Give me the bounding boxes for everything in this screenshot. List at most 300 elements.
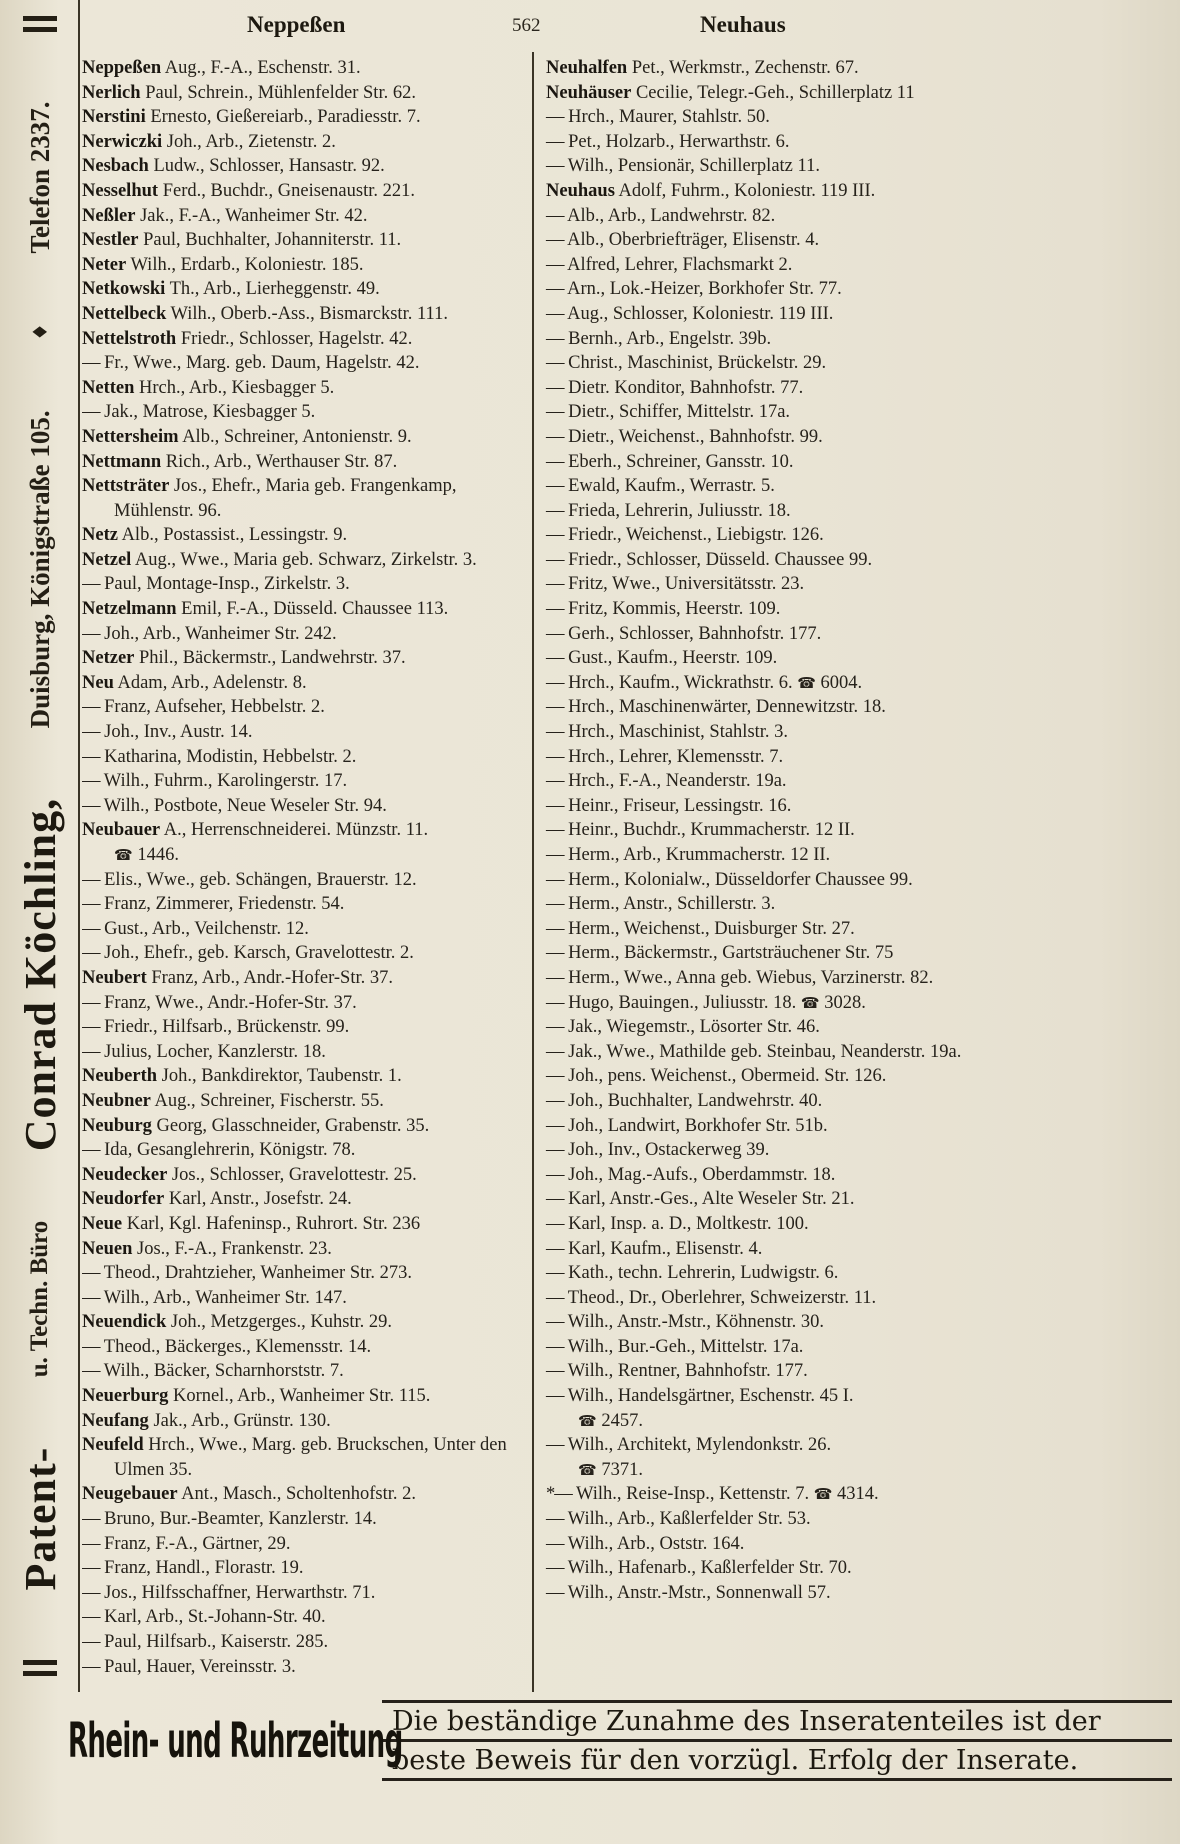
entry-detail: Aug., Schlosser, Koloniestr. 119 III. [567,303,834,324]
entry-detail: Ludw., Schlosser, Hansastr. 92. [153,156,385,177]
directory-entry [82,154,526,179]
ad-company-name: Conrad Köchling, [15,797,65,1152]
entry-detail: Ferd., Buchdr., Gneisenaustr. 221. [162,180,415,201]
entry-detail: Wilh., Postbote, Neue Weseler Str. 94. [103,795,387,816]
continuation-dash: — [82,1632,100,1652]
directory-entry [546,1114,1176,1139]
directory-entry [82,941,526,966]
entry-phone: ☎ 3028. [800,992,866,1013]
directory-entry [546,425,1176,450]
directory-entry [82,646,526,671]
directory-entry [546,499,1176,524]
entry-surname: Neßler [82,205,136,226]
continuation-dash: — [546,500,564,521]
continuation-dash: — [546,279,564,300]
entry-detail: Rich., Arb., Werthauser Str. 87. [165,451,398,472]
entry-detail: Paul, Hauer, Vereinsstr. 3. [104,1656,296,1677]
entry-detail: Jos., Ehefr., Maria geb. Frangenkamp, Mühlenstr. 96. [114,476,457,521]
entry-detail: Wilh., Architekt, Mylendonkstr. 26. [567,1435,832,1456]
continuation-dash: — [546,426,564,447]
directory-entry [546,105,1176,130]
entry-detail: Wilh., Bäcker, Scharnhorststr. 7. [103,1361,344,1382]
continuation-dash: — [82,402,100,423]
entry-surname: Neufang [82,1410,149,1431]
directory-entry [82,1335,526,1360]
directory-entry [546,745,1176,770]
continuation-dash: — [546,623,564,644]
entry-detail: Adolf, Fuhrm., Koloniestr. 119 III. [618,180,876,201]
footer-banner [68,1700,1172,1781]
directory-entry [546,1187,1176,1212]
entry-detail: Hrch., Wwe., Marg. geb. Bruckschen, Unter den Ulmen 35. [114,1435,507,1480]
entry-detail: Alb., Postassist., Lessingstr. 9. [121,525,348,546]
directory-entry [82,917,526,942]
entry-detail: Jos., Schlosser, Gravelottestr. 25. [171,1164,417,1185]
column-header-left: Neppeßen [247,12,346,37]
entry-detail: Joh., Landwirt, Borkhofer Str. 51b. [568,1115,828,1136]
entry-detail: Joh., Mag.-Aufs., Oberdammstr. 18. [568,1164,836,1185]
directory-entry [546,1237,1176,1262]
entry-surname: Netzer [82,648,135,669]
directory-entry [546,695,1176,720]
directory-entry [82,81,526,106]
entry-detail: Herm., Anstr., Schillerstr. 3. [568,894,776,915]
double-rule-ornament [23,1660,57,1676]
directory-entry [82,1482,526,1507]
entry-detail: Alb., Arb., Landwehrstr. 82. [567,205,776,226]
directory-entry [82,1409,526,1434]
telephone-icon: ☎ [800,993,820,1012]
directory-entry [546,1507,1176,1532]
entry-detail: Pet., Werkmstr., Zechenstr. 67. [631,58,859,78]
entry-detail: Herm., Wwe., Anna geb. Wiebus, Varzinerstr. 82. [568,967,934,988]
entry-detail: Katharina, Modistin, Hebbelstr. 2. [104,746,357,767]
entry-surname: Nerlich [82,82,141,103]
entry-detail: Theod., Dr., Oberlehrer, Schweizerstr. 11. [567,1287,877,1308]
ad-address-text: Duisburg, Königstraße 105. [24,410,55,729]
continuation-dash: — [82,1017,100,1038]
directory-entry [546,277,1176,302]
entry-detail: Karl, Anstr.-Ges., Alte Weseler Str. 21. [568,1189,855,1210]
continuation-dash: — [546,156,564,177]
entry-detail: Jak., F.-A., Wanheimer Str. 42. [140,205,368,226]
entry-surname: Neudecker [82,1164,168,1185]
directory-entry [82,450,526,475]
directory-entry [82,671,526,696]
entry-surname: Netten [82,377,135,398]
directory-entry [546,253,1176,278]
directory-entry [546,769,1176,794]
continuation-dash: — [546,1066,564,1087]
entry-detail: Fritz, Wwe., Universitätsstr. 23. [568,574,805,595]
continuation-dash: — [546,451,564,472]
entry-detail: Ernesto, Gießereiarb., Paradiesstr. 7. [150,107,421,128]
directory-entry [82,1384,526,1409]
directory-entry [546,302,1176,327]
entry-detail: Herm., Kolonialw., Düsseldorfer Chaussee 99. [568,869,913,890]
entry-surname: Neter [82,254,127,275]
directory-entry [546,892,1176,917]
entry-detail: Christ., Maschinist, Brückelstr. 29. [568,353,827,374]
continuation-dash: — [546,107,564,128]
directory-entry [82,228,526,253]
entry-detail: Theod., Bäckerges., Klemensstr. 14. [103,1336,372,1357]
directory-entry [546,622,1176,647]
entry-surname: Nesbach [82,156,149,177]
entry-detail: Franz, Zimmerer, Friedenstr. 54. [104,894,345,915]
entry-detail: Karl, Kgl. Hafeninsp., Ruhrort. Str. 236 [126,1213,421,1234]
entry-detail: Dietr., Schiffer, Mittelstr. 17a. [568,402,791,423]
entry-surname: Netzel [82,549,132,570]
continuation-dash: — [546,918,564,939]
entry-phone: ☎ 4314. [813,1484,879,1505]
directory-entry [546,991,1176,1016]
entry-detail: Elis., Wwe., geb. Schängen, Brauerstr. 12. [104,869,417,890]
directory-entry [82,302,526,327]
entry-detail: Franz, Aufseher, Hebbelstr. 2. [104,697,325,718]
directory-entry [546,868,1176,893]
telephone-icon: ☎ [813,1485,833,1504]
entry-surname: Neuen [82,1238,133,1259]
entry-detail: Wilh., Arb., Wanheimer Str. 147. [103,1287,347,1308]
entry-surname: Nettelstroth [82,328,177,349]
directory-entry [82,1040,526,1065]
entry-detail: Adam, Arb., Adelenstr. 8. [117,672,307,693]
footer-slogan [382,1700,1172,1781]
entry-detail: Wilh., Arb., Oststr. 164. [567,1533,745,1554]
continuation-dash: — [82,869,100,890]
entry-surname: Nestler [82,230,139,251]
directory-entry [546,818,1176,843]
entry-detail: Joh., Arb., Zietenstr. 2. [166,131,336,152]
directory-entry [82,868,526,893]
directory-entry [546,1015,1176,1040]
directory-entry [82,597,526,622]
entry-detail: Franz, F.-A., Gärtner, 29. [104,1533,291,1554]
directory-entry [546,1359,1176,1384]
continuation-dash: — [546,1041,564,1062]
entry-detail: Wilh., Reise-Insp., Kettenstr. 7. [576,1484,810,1505]
entry-detail: Alb., Oberbriefträger, Elisenstr. 4. [567,230,820,251]
entry-detail: Karl, Insp. a. D., Moltkestr. 100. [568,1213,809,1234]
directory-entry [82,720,526,745]
continuation-dash: — [82,1607,100,1628]
entry-detail: Hrch., Maschinist, Stahlstr. 3. [568,722,789,743]
slogan-line-1: Die beständige Zunahme des Inseratenteiles ist der [382,1703,1172,1742]
directory-entry [82,1163,526,1188]
entry-detail: Fritz, Kommis, Heerstr. 109. [568,599,781,620]
entry-detail: Kath., techn. Lehrerin, Ludwigstr. 6. [568,1263,839,1284]
continuation-dash: — [82,1041,100,1062]
directory-entry [546,1163,1176,1188]
continuation-dash: — [546,1238,564,1259]
directory-entry [82,1261,526,1286]
telephone-icon: ☎ [797,673,816,692]
entry-detail: Heinr., Buchdr., Krummacherstr. 12 II. [568,820,855,841]
entry-surname: Neuerburg [82,1386,169,1407]
directory-entry [82,1556,526,1581]
entry-detail: Ida, Gesanglehrerin, Königstr. 78. [104,1140,356,1161]
directory-entry [546,400,1176,425]
continuation-dash: — [546,402,564,423]
entry-detail: Heinr., Friseur, Lessingstr. 16. [568,795,792,816]
directory-entry [82,351,526,376]
continuation-dash: — [546,1189,564,1210]
directory-entry [546,130,1176,155]
directory-entry [546,720,1176,745]
directory-entry [546,1384,1176,1433]
sidebar-advert-text [0,0,80,1692]
entry-detail: Joh., pens. Weichenst., Obermeid. Str. 126. [568,1066,887,1087]
entry-detail: Eberh., Schreiner, Gansstr. 10. [568,451,794,472]
entry-detail: Joh., Bankdirektor, Taubenstr. 1. [161,1066,402,1087]
directory-entry [546,1532,1176,1557]
entry-detail: Wilh., Pensionär, Schillerplatz 11. [567,156,820,177]
continuation-dash: — [546,525,564,546]
continuation-dash: — [546,1140,564,1161]
entry-detail: Wilh., Hafenarb., Kaßlerfelder Str. 70. [567,1558,852,1579]
entry-detail: Karl, Arb., St.-Johann-Str. 40. [104,1607,326,1628]
directory-entry [546,548,1176,573]
continuation-dash: — [82,1582,100,1603]
continuation-dash: — [546,254,564,275]
directory-entry [82,1114,526,1139]
entry-surname: Neubner [82,1090,151,1111]
sidebar-advert [0,0,80,1692]
entry-surname: Nerstini [82,107,146,128]
continuation-dash: — [546,967,564,988]
entry-detail: Wilh., Erdarb., Koloniestr. 185. [130,254,364,275]
continuation-dash: — [82,1263,100,1284]
directory-entry [546,1556,1176,1581]
directory-entry [546,1482,1176,1507]
directory-entry [82,1064,526,1089]
entry-detail: Th., Arb., Lierheggenstr. 49. [169,279,380,300]
directory-entry [546,1310,1176,1335]
directory-entry [546,204,1176,229]
continuation-dash: — [546,328,564,349]
continuation-dash: — [82,943,100,964]
entry-detail: Hugo, Bauingen., Juliusstr. 18. [568,992,797,1013]
continuation-dash: — [546,722,564,743]
entry-detail: Wilh., Arb., Kaßlerfelder Str. 53. [567,1509,811,1530]
directory-entry [82,204,526,229]
directory-entry [546,228,1176,253]
directory-entry [82,277,526,302]
directory-entry [546,1335,1176,1360]
entry-detail: Paul, Hilfsarb., Kaiserstr. 285. [104,1632,329,1652]
continuation-dash: — [546,1336,564,1357]
entry-detail: Joh., Ehefr., geb. Karsch, Gravelottestr. 2. [104,943,414,964]
continuation-dash: — [546,820,564,841]
continuation-dash: — [546,746,564,767]
continuation-dash: — [546,1312,564,1333]
directory-entry [82,179,526,204]
entry-detail: Franz, Handl., Florastr. 19. [104,1558,304,1579]
directory-entry [82,1138,526,1163]
directory-entry [546,1433,1176,1482]
entry-detail: Franz, Arb., Andr.-Hofer-Str. 37. [151,967,393,988]
continuation-dash: — [82,1336,100,1357]
continuation-dash: — [546,1361,564,1382]
entry-detail: Georg, Glasschneider, Grabenstr. 35. [156,1115,430,1136]
directory-entry [546,1261,1176,1286]
continuation-dash: — [82,1361,100,1382]
entry-detail: Jak., Wiegemstr., Lösorter Str. 46. [568,1017,820,1038]
directory-entry [82,1655,526,1680]
continuation-dash: *— [546,1484,572,1505]
directory-entry [82,1433,526,1482]
entry-surname: Nettmann [82,451,162,472]
directory-entry [546,154,1176,179]
directory-entry [82,769,526,794]
continuation-dash: — [546,992,564,1013]
entry-detail: Paul, Montage-Insp., Zirkelstr. 3. [104,574,350,595]
entry-detail: Emil, F.-A., Düsseld. Chaussee 113. [181,599,449,620]
directory-entry [82,474,526,523]
directory-entry [546,351,1176,376]
entry-surname: Nettelbeck [82,303,167,324]
directory-entry [82,253,526,278]
continuation-dash: — [82,353,100,374]
continuation-dash: — [546,353,564,374]
directory-entry [546,572,1176,597]
directory-entry [82,794,526,819]
continuation-dash: — [546,1435,564,1456]
entry-detail: Herm., Arb., Krummacherstr. 12 II. [568,845,831,865]
entry-surname: Nettersheim [82,426,179,447]
directory-entry [546,1089,1176,1114]
directory-entry [82,376,526,401]
continuation-dash: — [546,943,564,964]
directory-entry [82,572,526,597]
entry-detail: Jak., Matrose, Kiesbagger 5. [104,402,316,423]
continuation-dash: — [82,746,100,767]
entry-surname: Nesselhut [82,180,159,201]
directory-entry [546,646,1176,671]
directory-entry [82,622,526,647]
continuation-dash: — [546,1533,564,1554]
directory-entry [82,1089,526,1114]
entry-phone: ☎ 2457. [578,1410,643,1431]
directory-entry [82,745,526,770]
telephone-icon: ☎ [578,1460,597,1479]
telephone-icon: ☎ [578,1411,597,1430]
continuation-dash: — [82,771,100,792]
entry-detail: Joh., Inv., Ostackerweg 39. [568,1140,770,1161]
directory-entry [82,1187,526,1212]
directory-entry [82,105,526,130]
entry-detail: Wilh., Anstr.-Mstr., Köhnenstr. 30. [567,1312,825,1333]
continuation-dash: — [546,1386,564,1407]
continuation-dash: — [82,1533,100,1554]
directory-column-right [532,52,1180,1692]
directory-entry [546,843,1176,868]
entry-detail: Bernh., Arb., Engelstr. 39b. [568,328,772,349]
entry-surname: Neuhalfen [546,58,628,78]
continuation-dash: — [82,1656,100,1677]
directory-columns [82,52,1180,1692]
directory-entry [546,1212,1176,1237]
continuation-dash: — [546,1582,564,1603]
entry-detail: Hrch., Lehrer, Klemensstr. 7. [568,746,784,767]
entry-detail: Ant., Masch., Scholtenhofstr. 2. [181,1484,417,1505]
continuation-dash: — [546,869,564,890]
entry-detail: Wilh., Anstr.-Mstr., Sonnenwall 57. [567,1582,831,1603]
entry-detail: Theod., Drahtzieher, Wanheimer Str. 273. [103,1263,413,1284]
entry-detail: A., Herrenschneiderei. Münzstr. 11. [163,820,429,841]
entry-surname: Neue [82,1213,123,1234]
continuation-dash: — [546,1287,564,1308]
directory-entry [546,327,1176,352]
continuation-dash: — [546,476,564,497]
continuation-dash: — [546,845,564,865]
entry-surname: Netzelmann [82,599,177,620]
entry-detail: Hrch., Arb., Kiesbagger 5. [139,377,335,398]
continuation-dash: — [546,377,564,398]
continuation-dash: — [546,697,564,718]
continuation-dash: — [546,303,564,324]
entry-detail: Hrch., F.-A., Neanderstr. 19a. [568,771,787,792]
entry-surname: Neuberth [82,1066,158,1087]
directory-entry [546,794,1176,819]
directory-entry [82,327,526,352]
directory-entry [82,130,526,155]
entry-detail: Arn., Lok.-Heizer, Borkhofer Str. 77. [567,279,842,300]
continuation-dash: — [82,992,100,1013]
entry-phone: ☎ 7371. [578,1459,643,1480]
continuation-dash: — [546,131,564,152]
directory-entry [546,1138,1176,1163]
entry-detail: Herm., Weichenst., Duisburger Str. 27. [568,918,855,939]
continuation-dash: — [82,894,100,915]
entry-detail: Wilh., Oberb.-Ass., Bismarckstr. 111. [170,303,448,324]
continuation-dash: — [546,599,564,620]
directory-entry [82,1605,526,1630]
continuation-dash: — [82,623,100,644]
continuation-dash: — [546,574,564,595]
directory-entry [546,671,1176,696]
directory-entry [82,1507,526,1532]
entry-detail: Wilh., Rentner, Bahnhofstr. 177. [567,1361,808,1382]
directory-entry [82,1015,526,1040]
directory-entry [82,1581,526,1606]
entry-surname: Nerwiczki [82,131,163,152]
directory-entry [546,523,1176,548]
entry-surname: Netz [82,525,118,546]
entry-surname: Neufeld [82,1435,144,1456]
directory-entry [546,1286,1176,1311]
directory-entry [82,548,526,573]
directory-entry [82,1286,526,1311]
continuation-dash: — [82,1509,100,1530]
continuation-dash: — [82,697,100,718]
entry-detail: Jos., F.-A., Frankenstr. 23. [137,1238,332,1259]
entry-detail: Joh., Metzgerges., Kuhstr. 29. [170,1312,393,1333]
continuation-dash: — [82,722,100,743]
entry-detail: Aug., Wwe., Maria geb. Schwarz, Zirkelstr. 3. [134,549,477,570]
entry-detail: Alb., Schreiner, Antonienstr. 9. [182,426,412,447]
double-rule-ornament [23,16,57,32]
entry-detail: Friedr., Schlosser, Düsseld. Chaussee 99. [568,549,873,570]
directory-entry [82,400,526,425]
continuation-dash: — [546,894,564,915]
continuation-dash: — [546,549,564,570]
ad-patent-text: Patent- [15,1446,65,1591]
continuation-dash: — [82,1140,100,1161]
entry-detail: Alfred, Lehrer, Flachsmarkt 2. [567,254,793,275]
ad-bureau-text: u. Techn. Büro [26,1220,53,1378]
